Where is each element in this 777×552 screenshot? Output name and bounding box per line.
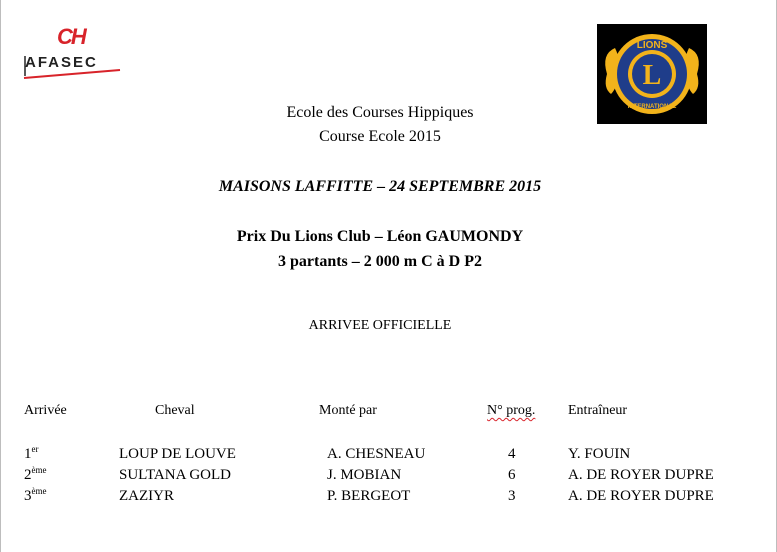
afasec-logo-word: AFASEC	[25, 54, 98, 71]
school-title: Ecole des Courses Hippiques	[286, 104, 474, 121]
row-prog: 6	[508, 467, 516, 483]
course-title: Course Ecole 2015	[319, 128, 441, 145]
afasec-logo-ch: CH	[57, 24, 85, 49]
row-trainer: A. DE ROYER DUPRE	[568, 467, 714, 483]
row-prog: 4	[508, 446, 516, 462]
prize-title: Prix Du Lions Club – Léon GAUMONDY	[236, 228, 524, 245]
row-trainer: Y. FOUIN	[568, 446, 631, 462]
column-header-num-prog: N° prog.	[487, 403, 536, 418]
column-header-cheval: Cheval	[155, 403, 195, 418]
page-border-left	[0, 0, 1, 552]
lions-logo-bottom-text: INTERNATIONAL	[627, 104, 677, 110]
afasec-logo	[22, 24, 122, 84]
row-jockey: P. BERGEOT	[327, 488, 411, 504]
row-jockey: A. CHESNEAU	[327, 446, 426, 462]
race-details: 3 partants – 2 000 m C à D P2	[278, 253, 482, 270]
row-horse: ZAZIYR	[119, 488, 174, 504]
row-horse: SULTANA GOLD	[119, 467, 232, 483]
lions-logo-top-text: LIONS	[636, 40, 668, 51]
row-horse: LOUP DE LOUVE	[119, 446, 236, 462]
row-trainer: A. DE ROYER DUPRE	[568, 488, 714, 504]
row-rank: 3ème	[24, 486, 47, 504]
row-rank: 1er	[24, 444, 39, 462]
column-header-arrivee: Arrivée	[24, 403, 67, 418]
row-jockey: J. MOBIAN	[327, 467, 402, 483]
column-header-entraineur: Entraîneur	[568, 403, 628, 418]
lions-logo-letter: L	[642, 60, 662, 91]
result-status: ARRIVEE OFFICIELLE	[308, 318, 452, 333]
row-rank: 2ème	[24, 465, 47, 483]
column-header-monte-par: Monté par	[319, 403, 377, 418]
row-prog: 3	[508, 488, 516, 504]
event-title: MAISONS LAFFITTE – 24 SEPTEMBRE 2015	[218, 178, 542, 195]
